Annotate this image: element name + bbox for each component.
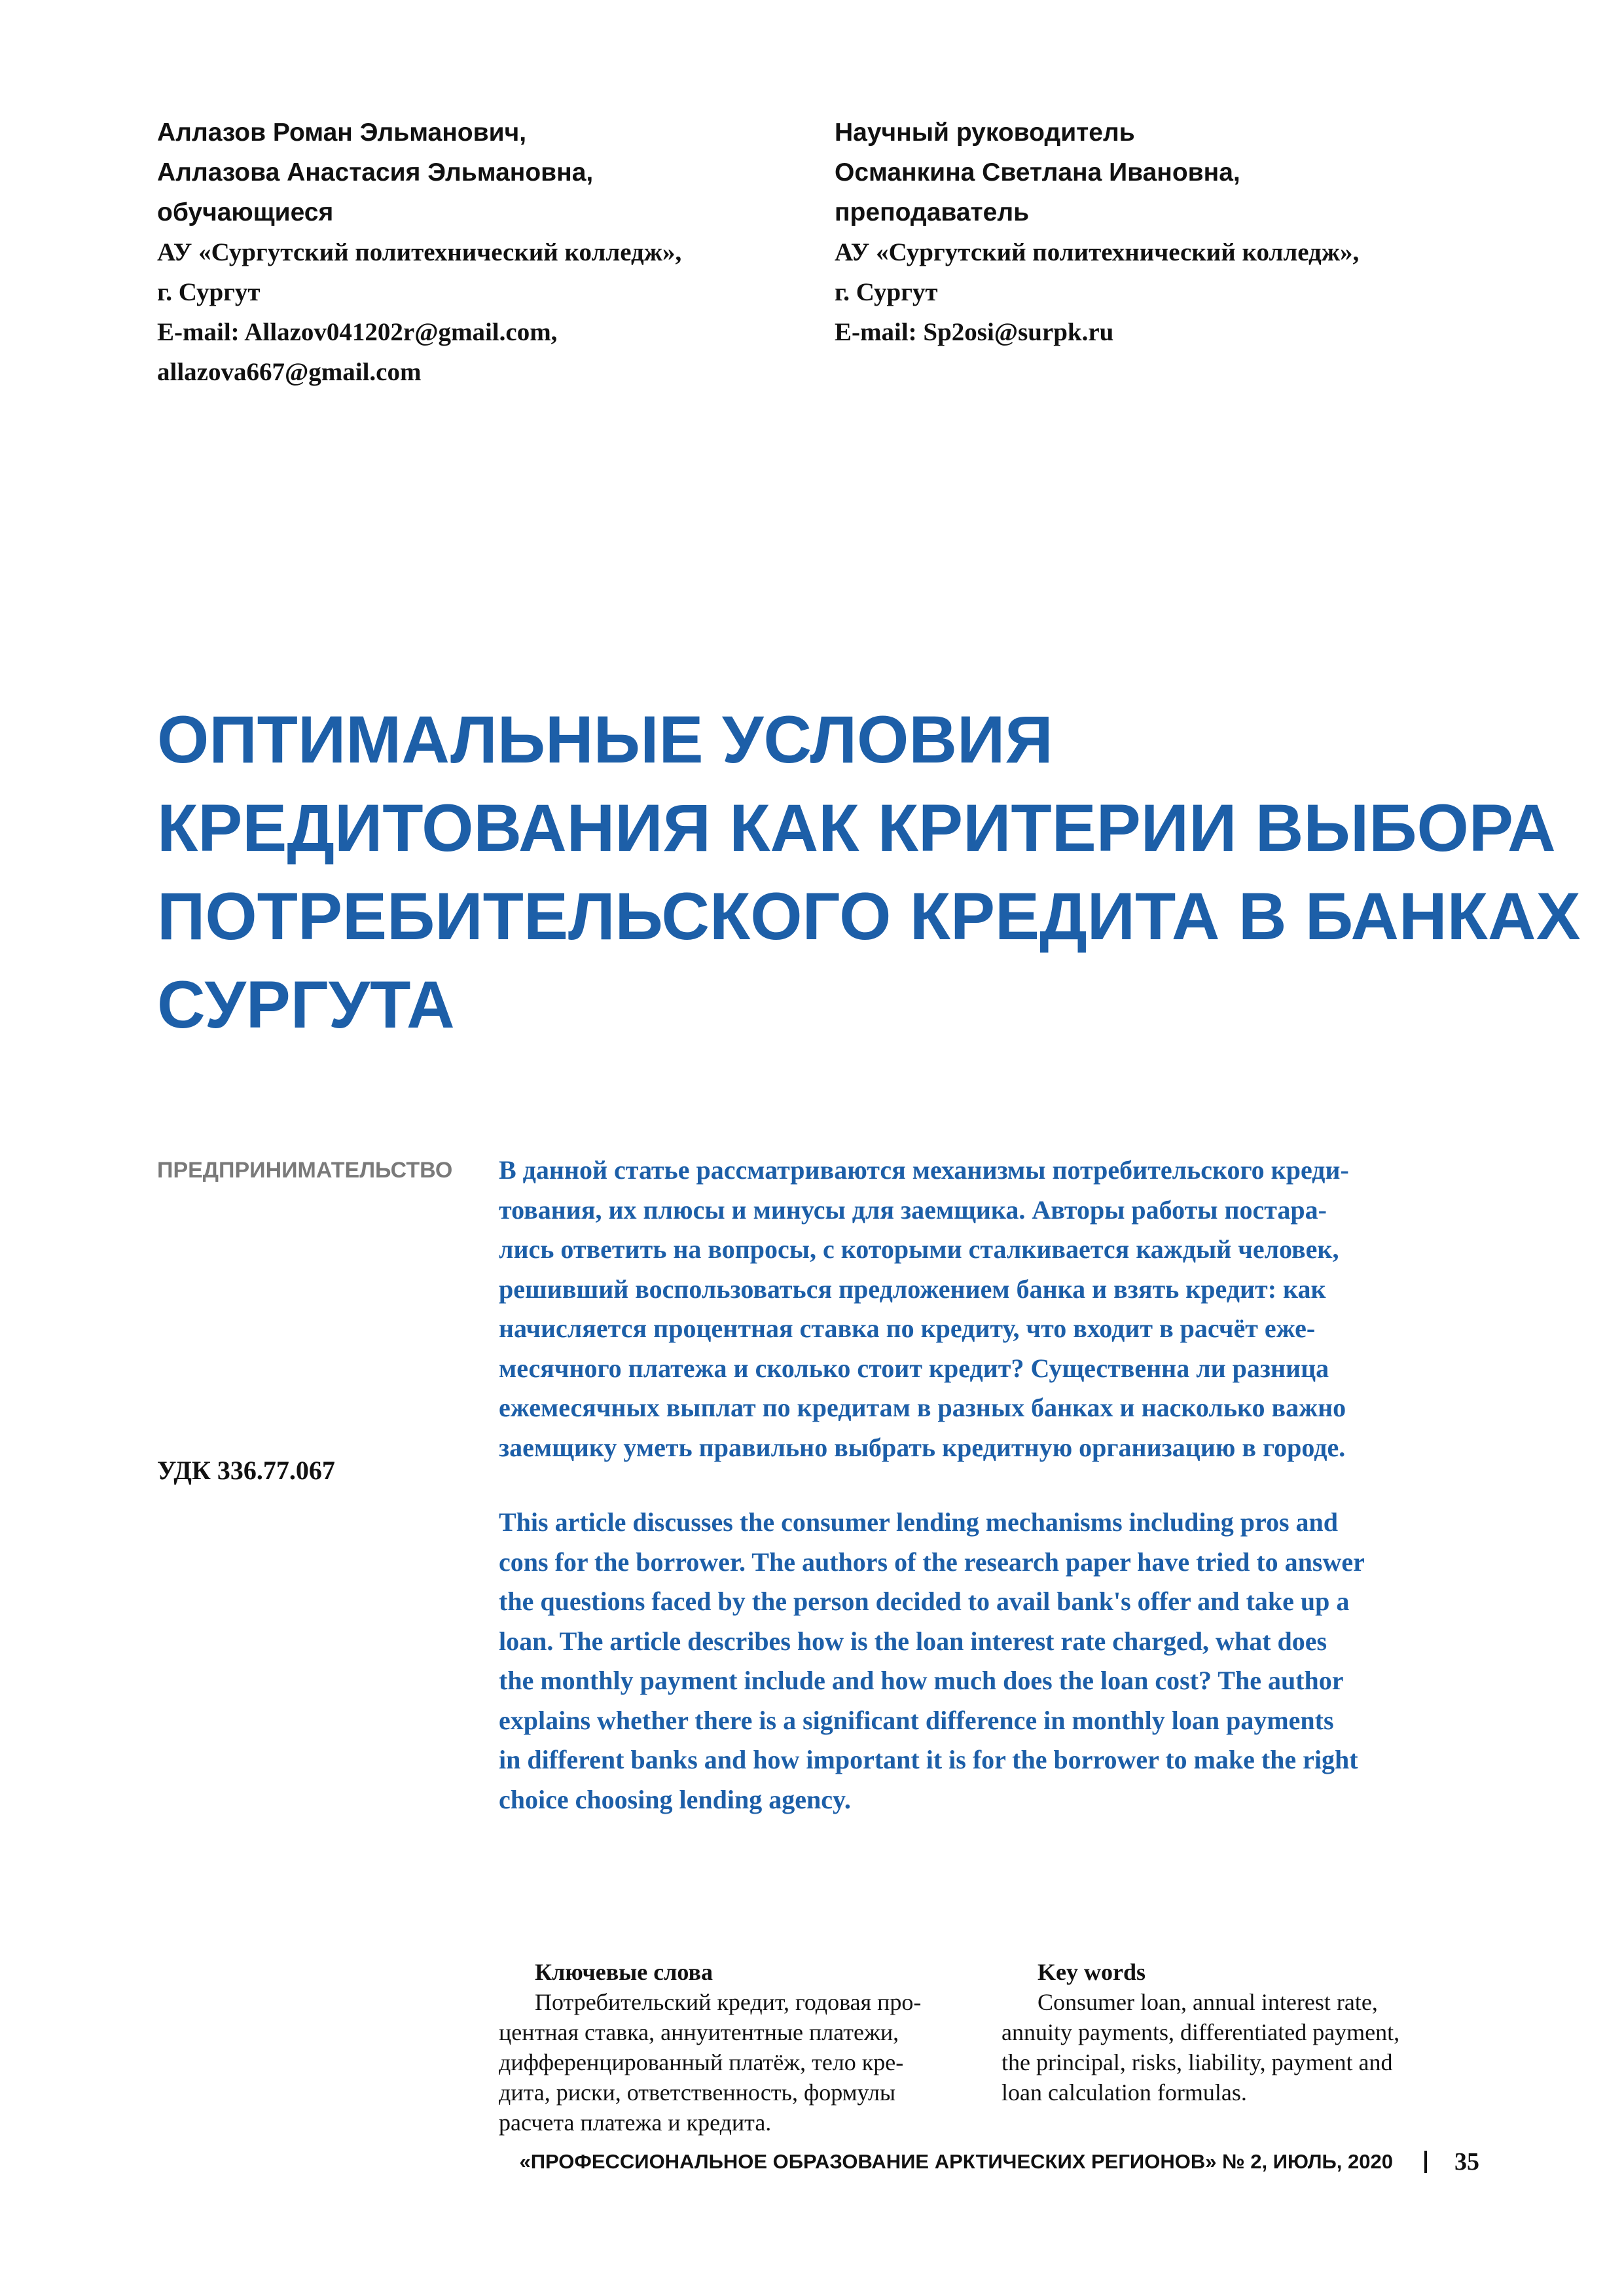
author-city: г. Сургут <box>157 278 261 306</box>
abstract-line: ежемесячных выплат по кредитам в разных банках и насколько важно <box>499 1393 1346 1422</box>
keywords-line: Потребительский кредит, годовая про- <box>535 1989 922 2015</box>
footer-divider <box>1424 2151 1427 2173</box>
keywords-line: дита, риски, ответственность, формулы <box>499 2079 896 2106</box>
abstract-line: the questions faced by the person decided to avail bank's offer and take up a <box>499 1587 1350 1616</box>
keywords-text <box>499 1987 983 2138</box>
keywords-line: annuity payments, differentiated payment, <box>1001 2019 1400 2045</box>
keywords-line: дифференцированный платёж, тело кре- <box>499 2049 904 2075</box>
keywords-line: расчета платежа и кредита. <box>499 2109 772 2136</box>
abstract-en <box>499 1503 1468 1820</box>
abstract-line: лись ответить на вопросы, с которыми сталкивается каждый человек, <box>499 1234 1339 1264</box>
keywords-line: loan calculation formulas. <box>1001 2079 1247 2106</box>
supervisor-role: преподаватель <box>835 198 1030 226</box>
author-role: обучающиеся <box>157 198 334 226</box>
keywords-line: Consumer loan, annual interest rate, <box>1038 1989 1378 2015</box>
author-line: Аллазов Роман Эльманович, <box>157 118 527 147</box>
abstract-line: This article discusses the consumer lending mechanisms including pros and <box>499 1507 1339 1537</box>
article-title <box>157 696 1581 1049</box>
supervisor-affiliation: АУ «Сургутский политехнический колледж», <box>835 238 1360 266</box>
abstract-line: месячного платежа и сколько стоит кредит? Существенна ли разница <box>499 1353 1329 1383</box>
abstract-line: заемщику уметь правильно выбрать кредитную организацию в городе. <box>499 1432 1346 1462</box>
author-email: allazova667@gmail.com <box>157 358 422 386</box>
section-label: ПРЕДПРИНИМАТЕЛЬСТВО <box>157 1158 453 1183</box>
author-email: E-mail: Allazov041202r@gmail.com, <box>157 318 558 346</box>
abstract-line: explains whether there is a significant difference in monthly loan payments <box>499 1705 1334 1735</box>
supervisor-label: Научный руководитель <box>835 118 1135 147</box>
supervisor-name: Османкина Светлана Ивановна, <box>835 158 1240 187</box>
keywords-heading: Key words <box>1038 1959 1146 1985</box>
authors-right <box>835 113 1489 352</box>
abstract-line: in different banks and how important it is for the borrower to make the right <box>499 1745 1358 1774</box>
supervisor-email: E-mail: Sp2osi@surpk.ru <box>835 318 1114 346</box>
abstract-line: В данной статье рассматриваются механизмы потребительского креди- <box>499 1155 1349 1185</box>
author-affiliation: АУ «Сургутский политехнический колледж», <box>157 238 682 266</box>
title-line: ОПТИМАЛЬНЫЕ УСЛОВИЯ <box>157 702 1053 777</box>
udk-code: УДК 336.77.067 <box>157 1456 335 1485</box>
abstract-line: тования, их плюсы и минусы для заемщика. Авторы работы постара- <box>499 1194 1327 1225</box>
authors-left <box>157 113 812 392</box>
title-line: ПОТРЕБИТЕЛЬСКОГО КРЕДИТА В БАНКАХ <box>157 879 1581 954</box>
keywords-line: the principal, risks, liability, payment and <box>1001 2049 1393 2075</box>
author-line: Аллазова Анастасия Эльмановна, <box>157 158 594 187</box>
keywords-en <box>1001 1957 1486 2108</box>
title-line: КРЕДИТОВАНИЯ КАК КРИТЕРИИ ВЫБОРА <box>157 791 1556 865</box>
abstract-line: решивший воспользоваться предложением банка и взять кредит: как <box>499 1274 1326 1304</box>
abstract-line: the monthly payment include and how much does the loan cost? The author <box>499 1666 1344 1695</box>
abstract-line: начисляется процентная ставка по кредиту, что входит в расчёт еже- <box>499 1314 1316 1343</box>
title-line: СУРГУТА <box>157 967 455 1042</box>
keywords-ru <box>499 1957 983 2138</box>
keywords-heading: Ключевые слова <box>535 1959 713 1985</box>
abstract-line: cons for the borrower. The authors of the research paper have tried to answer <box>499 1547 1365 1577</box>
page-number: 35 <box>1454 2148 1479 2176</box>
page-footer <box>393 2147 1479 2176</box>
keywords-line: центная ставка, аннуитентные платежи, <box>499 2019 899 2045</box>
supervisor-city: г. Сургут <box>835 278 938 306</box>
abstract-ru <box>499 1151 1468 1467</box>
journal-name: «ПРОФЕССИОНАЛЬНОЕ ОБРАЗОВАНИЕ АРКТИЧЕСКИХ РЕГИОНОВ» № 2, ИЮЛЬ, 2020 <box>519 2150 1393 2173</box>
abstract-line: choice choosing lending agency. <box>499 1784 851 1814</box>
abstract-line: loan. The article describes how is the loan interest rate charged, what does <box>499 1626 1327 1656</box>
keywords-text <box>1001 1987 1486 2108</box>
